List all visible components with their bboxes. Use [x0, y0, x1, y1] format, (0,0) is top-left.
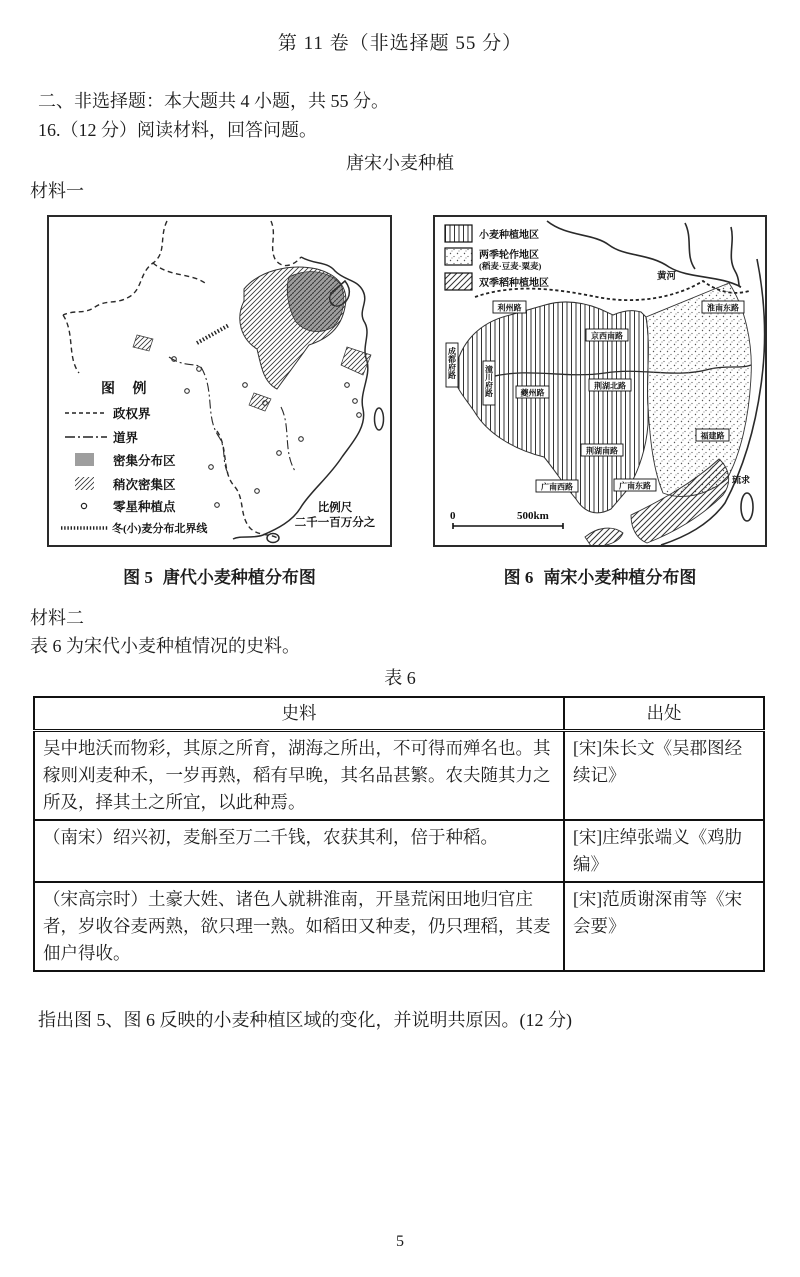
tang-legend-scattered: 零星种植点: [113, 500, 176, 514]
tang-political-borders: [63, 221, 301, 539]
topic-title: 唐宋小麦种植: [346, 153, 454, 173]
tang-legend-secondary: 稍次密集区: [113, 478, 176, 492]
tang-scale-value: 二千一百万分之: [294, 517, 376, 529]
tang-map-legend: [61, 380, 208, 535]
label-chengdufulu: [446, 343, 458, 387]
label-jingxinanlu: [586, 329, 628, 341]
tang-legend-title: 图 例: [101, 382, 154, 397]
tang-scale-title: 比例尺: [317, 502, 353, 514]
label-lizhoulu: [493, 301, 526, 313]
tang-legend-limit-line: 冬(小)麦分布北界线: [112, 523, 208, 535]
fig6-title: 南宋小麦种植分布图: [543, 568, 697, 587]
fig5-title: 唐代小麦种植分布图: [162, 568, 316, 587]
page-number: 5: [396, 1233, 404, 1250]
label-guangnandonglu: [614, 479, 656, 491]
yellow-river-label: 黄河: [657, 272, 677, 282]
label-fujianlu: [696, 429, 729, 441]
table-row: [34, 731, 764, 821]
tang-wheat-map: [47, 215, 392, 547]
fig5-number: 图 5: [123, 568, 153, 587]
tang-small-hatch-patches: [133, 335, 371, 411]
svg-text:夔州路: 夔州路: [520, 388, 545, 398]
label-jinghubeilu: [589, 379, 631, 391]
song-legend-rotation: 两季轮作地区: [479, 250, 539, 261]
fig6-number: 图 6: [503, 568, 534, 587]
source-origin-2: [宋]庄绰张端义《鸡肋编》: [564, 820, 764, 882]
tang-legend-political-border: 政权界: [113, 407, 151, 421]
table-6-caption: 表 6: [384, 668, 416, 688]
svg-text:利州路: 利州路: [497, 303, 522, 313]
label-tongchuanfulu: [483, 361, 495, 405]
song-map-svg: [435, 217, 765, 545]
header-shiliao: 史料: [34, 697, 564, 731]
tang-legend-dense: 密集分布区: [113, 454, 176, 468]
historical-sources-table: [33, 696, 765, 972]
fig6-caption: [433, 563, 767, 588]
svg-text:京西南路: 京西南路: [591, 331, 623, 341]
scale-bar-line: [453, 523, 563, 529]
tang-map-scale: [295, 500, 376, 529]
song-legend-double-rice: 双季稻种植地区: [479, 278, 549, 289]
table-row: [34, 820, 764, 882]
table-row: [34, 882, 764, 971]
table-header-row: [34, 697, 764, 731]
song-rotation-region: [646, 283, 751, 497]
scale-distance: 500km: [517, 510, 549, 522]
svg-text:淮南东路: 淮南东路: [707, 303, 739, 313]
maps-row: [47, 215, 800, 547]
source-origin-3: [宋]范质谢深甫等《宋会要》: [564, 882, 764, 971]
label-huainandonglu: [702, 301, 744, 313]
legend-double-rice-swatch: [445, 273, 472, 290]
svg-text:荆湖北路: 荆湖北路: [594, 381, 626, 391]
tang-map-svg: [49, 217, 390, 545]
source-text-2: （南宋）绍兴初，麦斛至万二千钱，农获其利，倍于种稻。: [34, 820, 564, 882]
liuqiu-label: 琉求: [731, 475, 751, 485]
legend-grid-swatch: [75, 453, 94, 466]
label-guangnanxilu: [536, 480, 578, 492]
svg-text:福建路: 福建路: [700, 431, 725, 441]
label-jinghunanlu: [581, 444, 623, 456]
svg-text:广南西路: 广南西路: [541, 482, 573, 492]
song-legend-rotation-note: (稻麦·豆麦·粟麦): [479, 261, 542, 271]
source-text-3: （宋高宗时）土豪大姓、诸色人就耕淮南，开垦荒闲田地归官庄者，岁收谷麦两熟，欲只理一熟。如稻田又种麦，仍只理稻，其麦佃户得收。: [34, 882, 564, 971]
label-kuizhoulu: [516, 386, 549, 398]
song-wheat-map: [433, 215, 767, 547]
tang-legend-circuit-border: 道界: [113, 431, 139, 445]
song-map-scale: [450, 510, 563, 529]
fig5-caption: [47, 563, 392, 588]
svg-text:广南东路: 广南东路: [619, 481, 651, 491]
material-1-label: 材料一: [30, 181, 84, 201]
source-origin-1: [宋]朱长文《吴郡图经续记》: [564, 731, 764, 821]
table-intro: 表 6 为宋代小麦种植情况的史料。: [30, 636, 300, 656]
song-map-legend: [445, 225, 549, 290]
song-legend-wheat: 小麦种植地区: [479, 230, 539, 241]
section-intro: 二、非选择题：本大题共 4 小题，共 55 分。: [38, 91, 389, 111]
question-16-intro: 16.（12 分）阅读材料，回答问题。: [38, 120, 317, 140]
question-text: 指出图 5、图 6 反映的小麦种植区域的变化，并说明共原因。(12 分): [38, 1010, 572, 1030]
captions-row: [47, 563, 800, 588]
material-2-label: 材料二: [30, 608, 84, 628]
source-text-1: 吴中地沃而物彩，其原之所育，湖海之所出，不可得而殚名也。其稼则刈麦种禾，一岁再熟，稻有早晚，其名品甚繁。农夫随其力之所及，择其土之所宜，以此种焉。: [34, 731, 564, 821]
legend-point-swatch: [81, 503, 86, 508]
svg-text:荆湖南路: 荆湖南路: [586, 446, 618, 456]
svg-text:潼川府路: 潼川府路: [484, 365, 494, 397]
tang-northern-limit-line: [197, 325, 229, 343]
svg-text:成都府路: 成都府路: [447, 347, 457, 379]
legend-diag-swatch: [75, 477, 94, 490]
header-chuchu: 出处: [564, 697, 764, 731]
legend-wheat-swatch: [445, 225, 472, 242]
doc-title: 第 11 卷（非选择题 55 分）: [277, 33, 523, 54]
legend-rotation-swatch: [445, 248, 472, 265]
scale-zero: 0: [450, 510, 456, 522]
